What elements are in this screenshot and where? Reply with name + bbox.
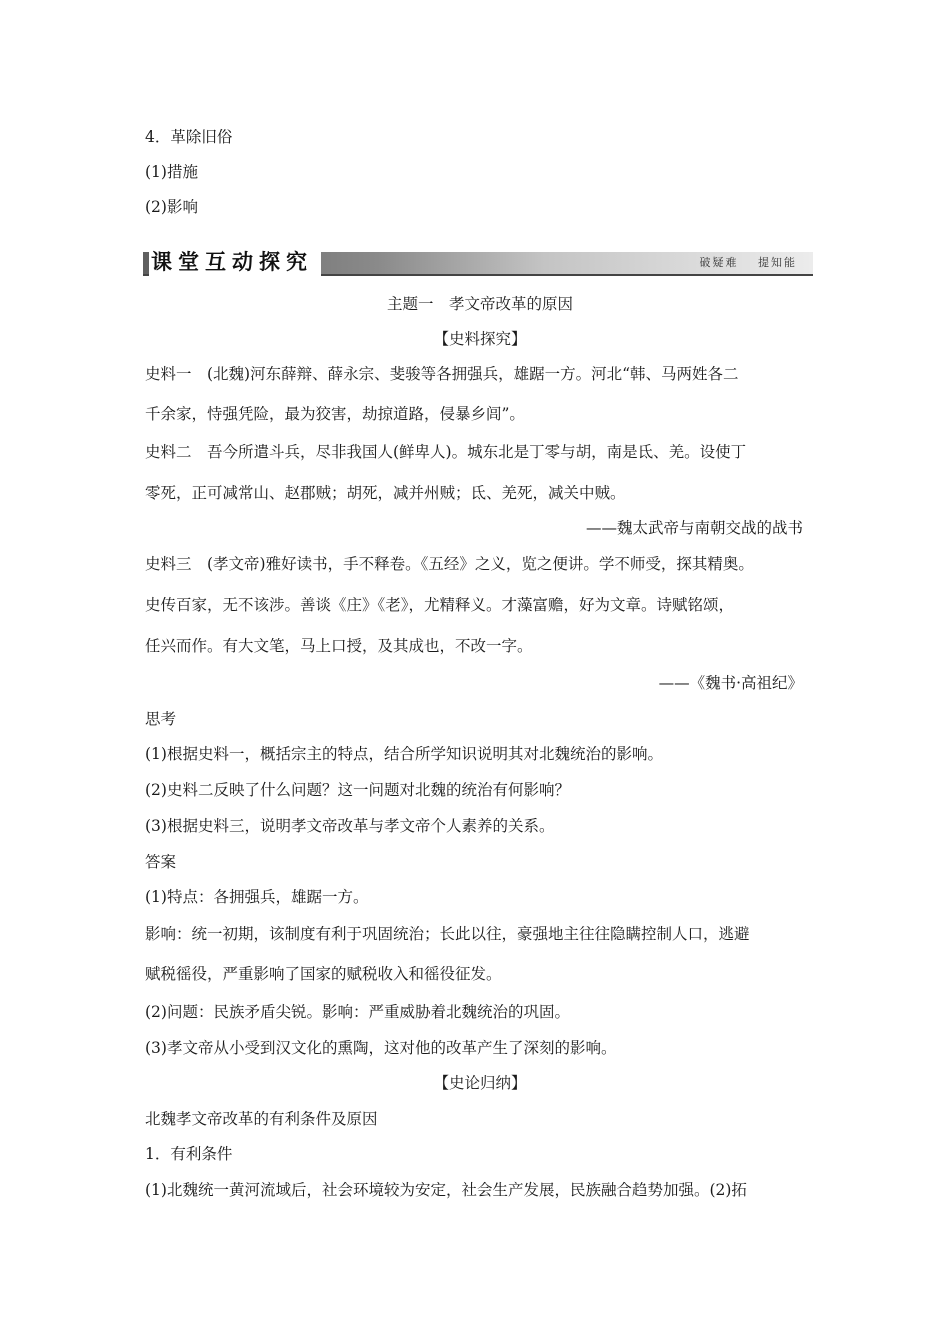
section-title-summary: 【史论归纳】 [433,1074,527,1092]
answer-1-impact-line1: 影响：统一初期，该制度有利于巩固统治；长此以往，豪强地主往往隐瞒控制人口，逃避 [145,925,750,943]
material2-line2: 零死，正可减常山、赵郡贼；胡死，减并州贼；氐、羌死，减关中贼。 [145,484,626,502]
material3-source: ——《魏书·高祖纪》 [658,674,803,692]
section-title-material: 【史料探究】 [433,330,527,348]
banner-subtitle: 破疑难 提知能 [699,256,797,269]
think-question-3: (3)根据史料三，说明孝文帝改革与孝文帝个人素养的关系。 [145,817,555,835]
summary-item-1-line1: (1)北魏统一黄河流域后，社会环境较为安定，社会生产发展，民族融合趋势加强。(2)拓 [145,1181,747,1199]
answer-label: 答案 [145,853,177,871]
think-question-1: (1)根据史料一，概括宗主的特点，结合所学知识说明其对北魏统治的影响。 [145,745,663,763]
material3-line3: 任兴而作。有大文笔，马上口授，及其成也，不改一字。 [145,637,533,655]
answer-2: (2)问题：民族矛盾尖锐。影响：严重威胁着北魏统治的巩固。 [145,1003,570,1021]
think-question-2: (2)史料二反映了什么问题？这一问题对北魏的统治有何影响？ [145,781,570,799]
section-banner [143,248,813,276]
summary-item-1: 1．有利条件 [145,1145,233,1163]
material2-source: ——魏太武帝与南朝交战的战书 [585,519,803,537]
material1-line1: 史料一 (北魏)河东薛辩、薛永宗、斐骏等各拥强兵，雄踞一方。河北“韩、马两姓各二 [145,365,739,383]
banner-title: 课堂互动探究 [149,248,321,276]
top-item-measures: (1)措施 [145,163,198,181]
summary-heading: 北魏孝文帝改革的有利条件及原因 [145,1110,378,1128]
top-item-impact: (2)影响 [145,198,198,216]
material1-line2: 千余家，恃强凭险，最为狡害，劫掠道路，侵暴乡闾”。 [145,405,525,423]
think-label: 思考 [145,710,177,728]
material3-line2: 史传百家，无不该涉。善谈《庄》《老》，尤精释义。才藻富赡，好为文章。诗赋铭颂， [145,596,735,614]
answer-1: (1)特点：各拥强兵，雄踞一方。 [145,888,369,906]
top-item-4: 4．革除旧俗 [145,128,233,146]
answer-1-impact-line2: 赋税徭役，严重影响了国家的赋税收入和徭役征发。 [145,965,502,983]
material2-line1: 史料二 吾今所遣斗兵，尽非我国人(鲜卑人)。城东北是丁零与胡，南是氐、羌。设使丁 [145,443,747,461]
material3-line1: 史料三 (孝文帝)雅好读书，手不释卷。《五经》之义，览之便讲。学不师受，探其精奥。 [145,555,754,573]
topic-title: 主题一 孝文帝改革的原因 [386,295,573,313]
answer-3: (3)孝文帝从小受到汉文化的熏陶，这对他的改革产生了深刻的影响。 [145,1039,617,1057]
